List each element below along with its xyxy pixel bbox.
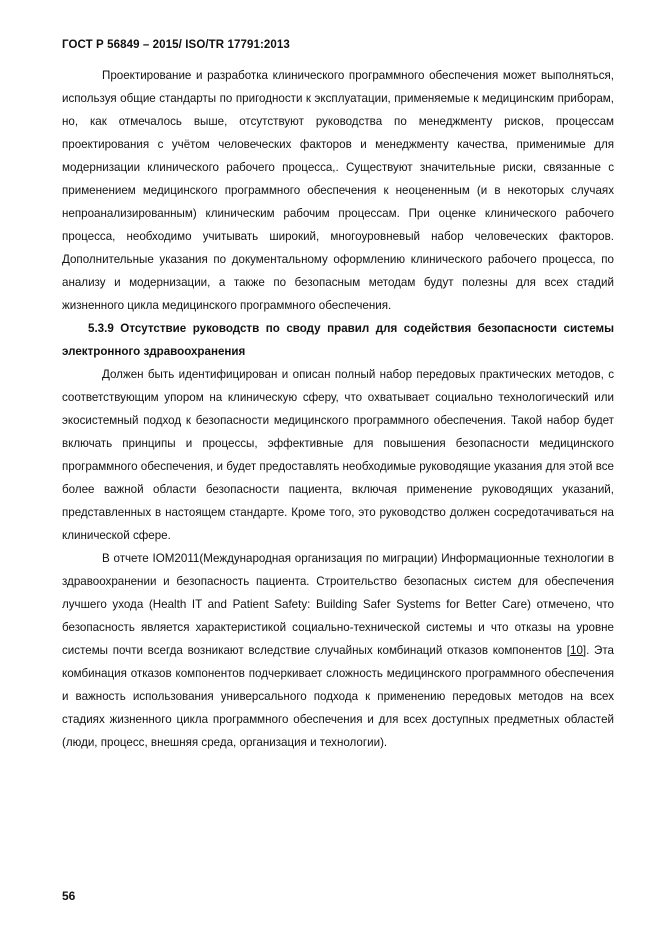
paragraph-iom-report <box>62 547 614 754</box>
iom-text-start: В отчете IOM2011(Международная организация по миграции) Информационные технологии в здравоохранении и безопасность пациента. Строительство безопасных систем для обеспечения лучшего ухода (Health IT and Patient Safety: Building Safer Systems for Better Care) отмечено, что безопасность является характеристикой социально-технической системы и что отказы на уровне системы почти всегда возникают вследствие случайных комбинаций отказов компонентов <box>62 552 614 657</box>
paragraph-best-practices: Должен быть идентифицирован и описан полный набор передовых практических методов, с соответствующим упором на клиническую сферу, что охватывает социально технологический или экосистемный подход к безопасности медицинского программного обеспечения. Такой набор будет включать принципы и процессы, эффективные для повышения безопасности медицинского программного обеспечения, и будет предоставлять необходимые руководящие указания для этой все более важной области безопасности пациента, включая применение руководящих указаний, представленных в настоящем стандарте. Кроме того, это руководство должен сосредотачиваться на клинической сфере. <box>62 368 614 542</box>
iom-text-end: . Эта комбинация отказов компонентов подчеркивает сложность медицинского программного обеспечения и важность использования универсального подхода к применению передовых методов на всех стадиях жизненного цикла программного обеспечения и для всех доступных предметных областей (люди, процесс, внешняя среда, организация и технологии). <box>62 644 614 749</box>
section-heading-5-3-9: 5.3.9 Отсутствие руководств по своду правил для содействия безопасности системы электронного здравоохранения <box>62 322 614 358</box>
reference-link[interactable]: [10] <box>566 644 587 657</box>
page-number: 56 <box>62 889 76 903</box>
document-header: ГОСТ Р 56849 – 2015/ ISO/TR 17791:2013 <box>62 39 290 51</box>
paragraph-design-development: Проектирование и разработка клинического программного обеспечения может выполняться, используя общие стандарты по пригодности к эксплуатации, применяемые к медицинским приборам, но, как отмечалось выше, отсутствуют руководства по менеджменту рисков, процессам проектирования с учётом человеческих факторов и менеджменту качества, применимые для модернизации клинического рабочего процесса,. Существуют значительные риски, связанные с применением медицинского программного обеспечения к неоцененным (и в некоторых случаях непроанализированным) клиническим рабочим процессам. При оценке клинического рабочего процесса, необходимо учитывать широкий, многоуровневый набор человеческих факторов. Дополнительные указания по документальному оформлению клинического рабочего процесса, по анализу и модернизации, а также по безопасным методам будут полезны для всех стадий жизненного цикла медицинского программного обеспечения. <box>62 69 614 312</box>
document-body <box>62 64 614 754</box>
